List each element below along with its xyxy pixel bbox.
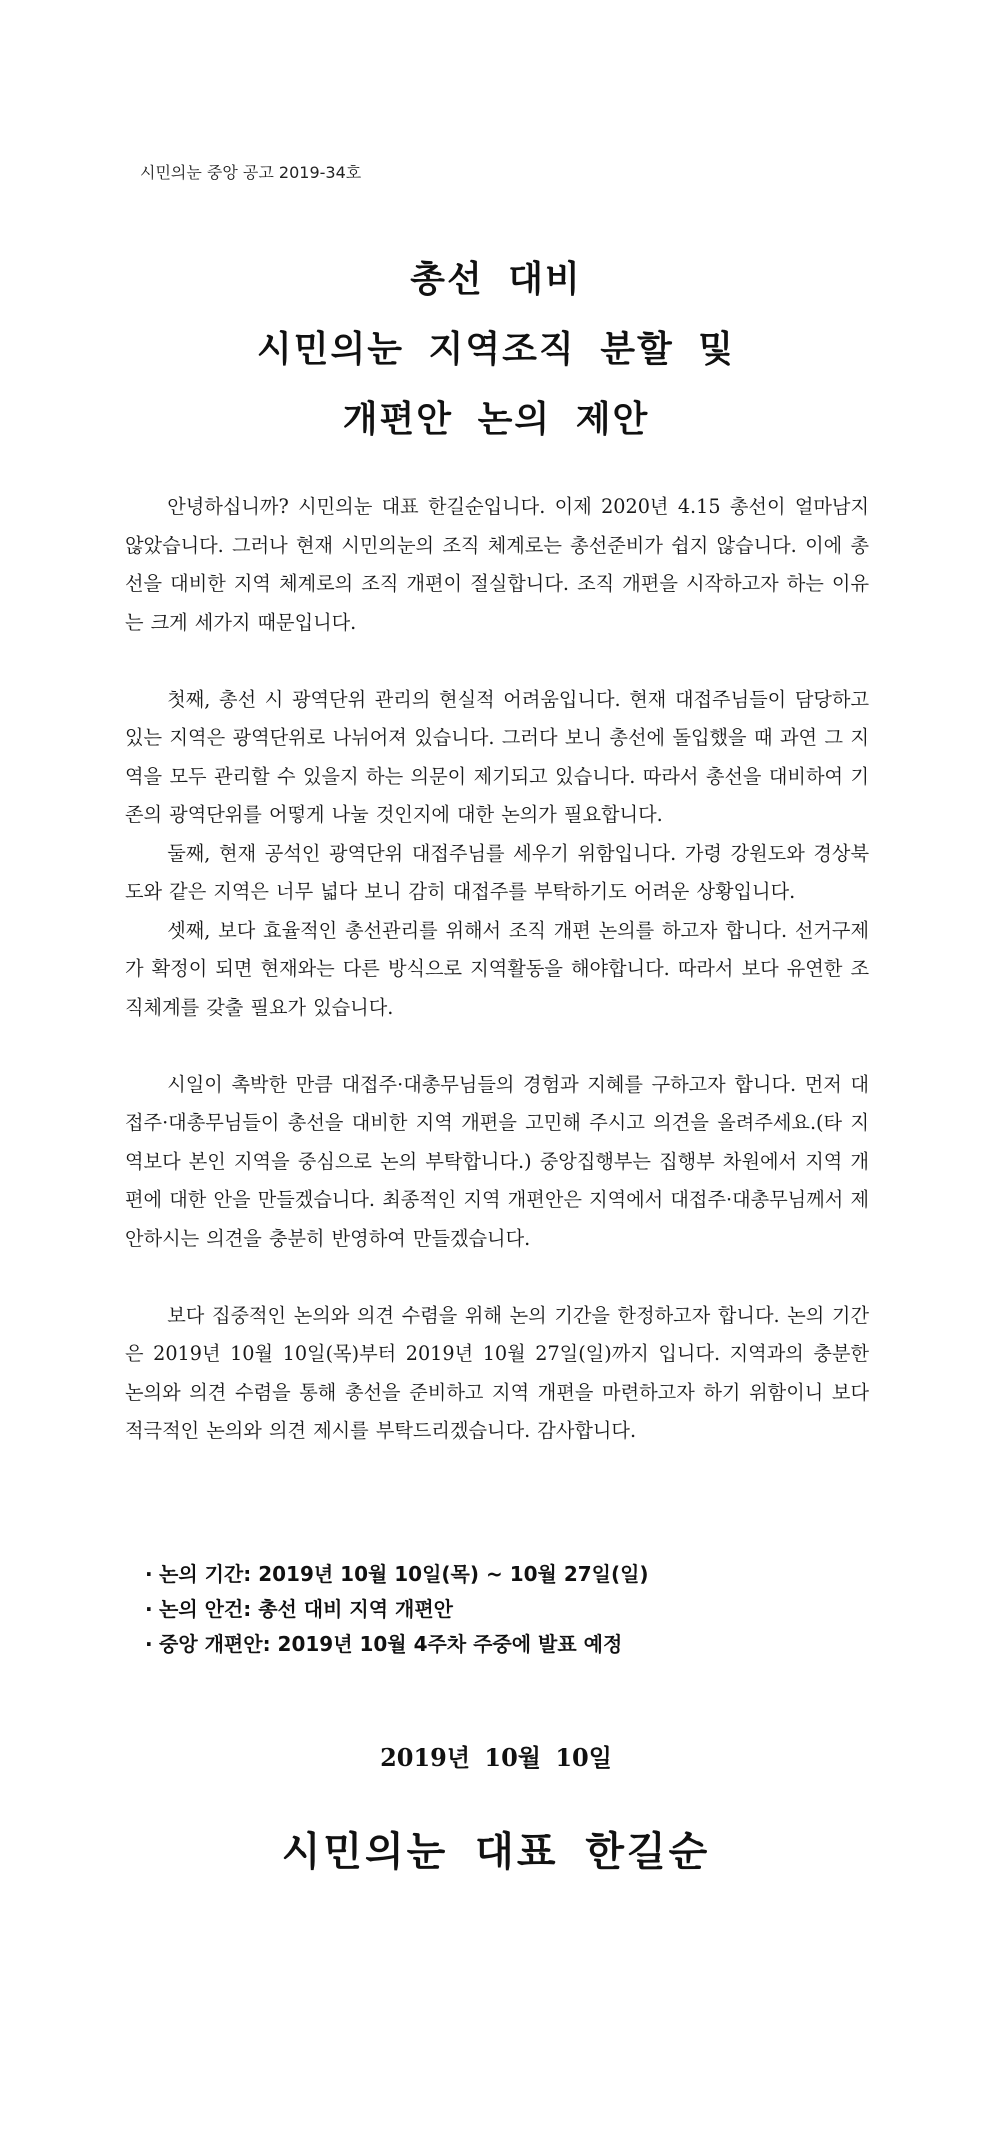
summary-list [145, 1557, 649, 1662]
bullet-marker: · [145, 1562, 153, 1586]
title-line-1: 총선 대비 [410, 259, 582, 300]
paragraph-gap [125, 642, 869, 681]
list-item-text: 중앙 개편안: 2019년 10월 4주차 주중에 발표 예정 [159, 1632, 623, 1656]
list-item-text: 논의 안건: 총선 대비 지역 개편안 [159, 1597, 453, 1621]
paragraph-reason-2: 둘째, 현재 공석인 광역단위 대접주님를 세우기 위함입니다. 가령 강원도와 경상북도와 같은 지역은 너무 넓다 보니 감히 대접주를 부탁하기도 어려운 상황입니다. [125, 841, 869, 903]
bullet-marker: · [145, 1632, 153, 1656]
document-body [125, 488, 869, 1451]
list-item [145, 1627, 649, 1662]
list-item-text: 논의 기간: 2019년 10월 10일(목) ~ 10월 27일(일) [159, 1562, 649, 1586]
list-item [145, 1557, 649, 1592]
title-line-2: 시민의눈 지역조직 분할 및 [256, 329, 736, 370]
notice-number: 시민의눈 중앙 공고 2019-34호 [140, 163, 362, 182]
paragraph-request: 시일이 촉박한 만큼 대접주·대총무님들의 경험과 지혜를 구하고자 합니다. 먼저 대접주·대총무님들이 총선을 대비한 지역 개편을 고민해 주시고 의견을 올려주세요.(타 지역보다 본인 지역을 중심으로 논의 부탁합니다.) 중앙집행부는 집행부 차원에서 지역 개편에 대한 안을 만들겠습니다. 최종적인 지역 개편안은 지역에서 대접주·대총무님께서 제안하시는 의견을 충분히 반영하여 만들겠습니다. [125, 1072, 869, 1250]
paragraph-intro: 안녕하십니까? 시민의눈 대표 한길순입니다. 이제 2020년 4.15 총선이 얼마남지 않았습니다. 그러나 현재 시민의눈의 조직 체계로는 총선준비가 쉽지 않습니다. 이에 총선을 대비한 지역 체계로의 조직 개편이 절실합니다. 조직 개편을 시작하고자 하는 이유는 크게 세가지 때문입니다. [125, 495, 869, 634]
signature: 시민의눈 대표 한길순 [281, 1829, 711, 1875]
document-title [0, 245, 992, 455]
bullet-marker: · [145, 1597, 153, 1621]
document-date: 2019년 10월 10일 [380, 1743, 612, 1772]
paragraph-period: 보다 집중적인 논의와 의견 수렴을 위해 논의 기간을 한정하고자 합니다. 논의 기간은 2019년 10월 10일(목)부터 2019년 10월 27일(일)까지 입니다. 지역과의 충분한 논의와 의견 수렴을 통해 총선을 준비하고 지역 개편을 마련하고자 하기 위함이니 보다 적극적인 논의와 의견 제시를 부탁드리겠습니다. 감사합니다. [125, 1303, 869, 1442]
paragraph-reason-3: 셋째, 보다 효율적인 총선관리를 위해서 조직 개편 논의를 하고자 합니다. 선거구제가 확정이 되면 현재와는 다른 방식으로 지역활동을 해야합니다. 따라서 보다 유연한 조직체계를 갖출 필요가 있습니다. [125, 918, 869, 1019]
paragraph-gap [125, 1027, 869, 1066]
paragraph-gap [125, 1258, 869, 1297]
list-item [145, 1592, 649, 1627]
paragraph-reason-1: 첫째, 총선 시 광역단위 관리의 현실적 어려움입니다. 현재 대접주님들이 담당하고 있는 지역은 광역단위로 나뉘어져 있습니다. 그러다 보니 총선에 돌입했을 때 과연 그 지역을 모두 관리할 수 있을지 하는 의문이 제기되고 있습니다. 따라서 총선을 대비하여 기존의 광역단위를 어떻게 나눌 것인지에 대한 논의가 필요합니다. [125, 687, 869, 826]
title-line-3: 개편안 논의 제안 [342, 399, 650, 440]
